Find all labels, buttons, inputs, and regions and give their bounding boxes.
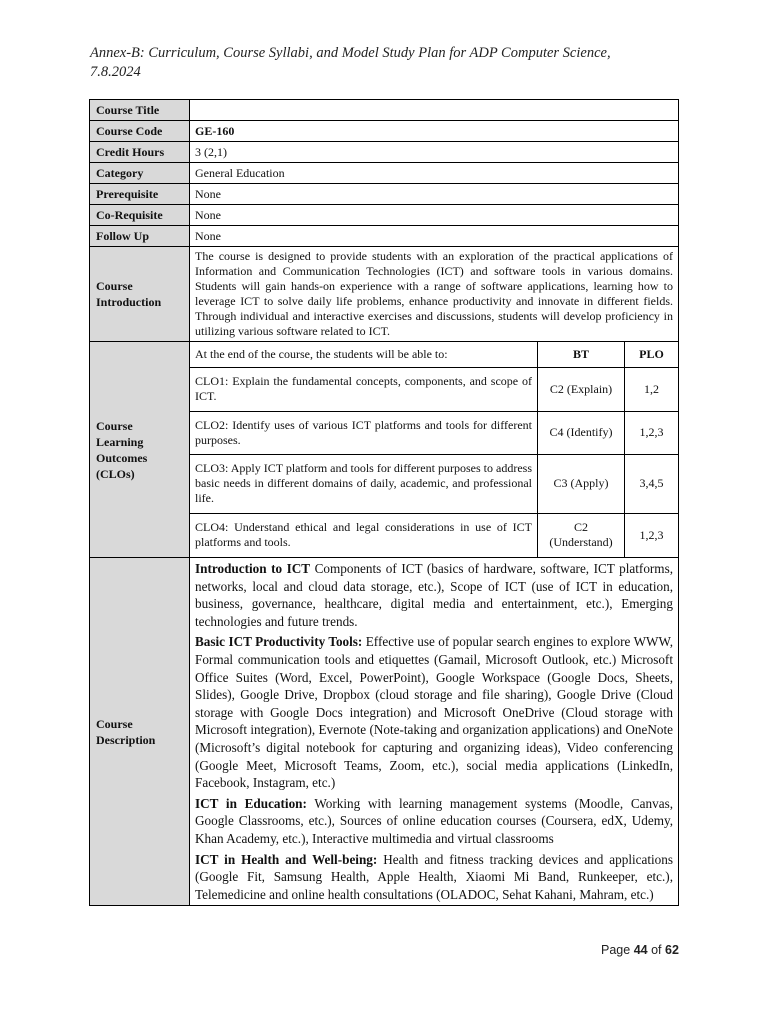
clo-table [190, 342, 678, 557]
row-follow-up [90, 226, 679, 247]
page-word: Page [601, 943, 631, 957]
row-clos [90, 342, 679, 558]
clo-row [190, 513, 678, 557]
clo-plo: 3,4,5 [625, 454, 679, 513]
label-category: Category [90, 163, 190, 184]
section-title: Introduction to ICT [195, 561, 311, 576]
plo-header: PLO [625, 342, 679, 367]
label-line: Learning [96, 434, 144, 449]
course-description [190, 558, 679, 906]
clo-bt: C2 (Explain) [538, 367, 625, 411]
clo-header-row [190, 342, 678, 367]
row-corequisite [90, 205, 679, 226]
page-total: 62 [665, 943, 679, 957]
description-section [195, 633, 673, 791]
clo-text: CLO4: Understand ethical and legal considerations in use of ICT platforms and tools. [190, 513, 538, 557]
section-text: Working with learning management systems (Moodle, Canvas, Google Classrooms, etc.), Sources of online education courses (Coursera, edX, Udemy, Khan Academy, etc.), Interactive multimedia and virtual classrooms [195, 795, 673, 846]
label-credit-hours: Credit Hours [90, 142, 190, 163]
label-line: (CLOs) [96, 466, 135, 481]
row-credit-hours [90, 142, 679, 163]
section-text: Health and fitness tracking devices and applications (Google Fit, Samsung Health, Apple Health, Xiaomi Mi Band, Runkeeper, etc.), Telemedicine and online health consultations (OLADOC, Sehat Kahani, Mahram, etc.) [195, 851, 673, 902]
bt-header: BT [538, 342, 625, 367]
clo-row [190, 454, 678, 513]
value-prerequisite: None [190, 184, 679, 205]
value-credit-hours: 3 (2,1) [190, 142, 679, 163]
clo-row [190, 367, 678, 411]
header-line-2: 7.8.2024 [90, 64, 141, 80]
course-introduction-text: The course is designed to provide students with an exploration of the practical applications of Information and Communication Technologies (ICT) and software tools in various domains. Students will gain hands-on experience with a range of software applications, learning how to leverage ICT to solve daily life problems, enhance productivity and innovate in different fields. Through individual and interactive exercises and discussions, students will develop proficiency in utilizing various software related to ICT. [190, 247, 679, 342]
label-line: Course [96, 418, 133, 433]
clo-text: CLO3: Apply ICT platform and tools for different purposes to address basic needs in different domains of daily, academic, and professional life. [190, 454, 538, 513]
row-category [90, 163, 679, 184]
row-course-code [90, 121, 679, 142]
label-course-description [90, 558, 190, 906]
label-line: Outcomes [96, 450, 148, 465]
label-corequisite: Co-Requisite [90, 205, 190, 226]
clo-plo: 1,2,3 [625, 513, 679, 557]
section-text: Components of ICT (basics of hardware, software, ICT platforms, networks, local and cloud data storage, etc.), Scope of ICT (use of ICT in education, business, governance, healthcare, digital media and entertainment, etc.), Emerging technologies and future trends. [195, 561, 673, 629]
value-corequisite: None [190, 205, 679, 226]
of-word: of [651, 943, 662, 957]
page-current: 44 [633, 943, 648, 957]
clo-plo: 1,2,3 [625, 411, 679, 454]
value-follow-up: None [190, 226, 679, 247]
section-title: Basic ICT Productivity Tools: [195, 634, 363, 650]
label-line: Course [96, 716, 133, 731]
label-line: Course [96, 279, 133, 293]
clo-row [190, 411, 678, 454]
clo-bt: C3 (Apply) [538, 454, 625, 513]
clo-intro: At the end of the course, the students will be able to: [190, 342, 538, 367]
label-line: Introduction [96, 295, 162, 309]
row-course-title [90, 100, 679, 121]
description-section [195, 795, 673, 848]
label-course-code: Course Code [90, 121, 190, 142]
label-course-title: Course Title [90, 100, 190, 121]
clo-bt-line: C2 [573, 520, 588, 535]
clo-text: CLO2: Identify uses of various ICT platforms and tools for different purposes. [190, 411, 538, 454]
label-prerequisite: Prerequisite [90, 184, 190, 205]
row-course-description [90, 558, 679, 906]
label-follow-up: Follow Up [90, 226, 190, 247]
clo-bt-line: (Understand) [549, 535, 613, 550]
clo-bt [538, 513, 625, 557]
page-number [601, 943, 679, 957]
label-clos [90, 342, 190, 558]
document-header [90, 44, 690, 82]
description-section [195, 851, 673, 904]
description-section [195, 560, 673, 630]
section-title: ICT in Health and Well-being: [195, 851, 378, 867]
section-title: ICT in Education: [195, 795, 307, 811]
clo-cell [190, 342, 679, 558]
clo-text: CLO1: Explain the fundamental concepts, components, and scope of ICT. [190, 367, 538, 411]
label-course-introduction [90, 247, 190, 342]
label-line: Description [96, 732, 156, 747]
value-category: General Education [190, 163, 679, 184]
section-text: Effective use of popular search engines to explore WWW, Formal communication tools and etiquettes (Gamail, Microsoft Outlook, etc.) Microsoft Office Suites (Word, Excel, PowerPoint), Google Workspace (Google Docs, Sheets, Slides), Google Drive, Dropbox (cloud storage and file sharing), Google Drive (Cloud storage with Google Docs integration) and Microsoft OneDrive (Cloud storage with Microsoft integration), Evernote (Note-taking and organization applications) and OneNote (Microsoft’s digital notebook for capturing and organizing ideas), Video conferencing (Google Meet, Microsoft Teams, Zoom, etc.), social media applications (LinkedIn, Facebook, Instagram, etc.) [195, 634, 673, 791]
value-course-code: GE-160 [190, 121, 679, 142]
row-course-introduction [90, 247, 679, 342]
value-course-title [190, 100, 679, 121]
row-prerequisite [90, 184, 679, 205]
header-line-1: Annex-B: Curriculum, Course Syllabi, and Model Study Plan for ADP Computer Science, [90, 45, 611, 61]
clo-plo: 1,2 [625, 367, 679, 411]
course-table [89, 99, 679, 906]
clo-bt: C4 (Identify) [538, 411, 625, 454]
